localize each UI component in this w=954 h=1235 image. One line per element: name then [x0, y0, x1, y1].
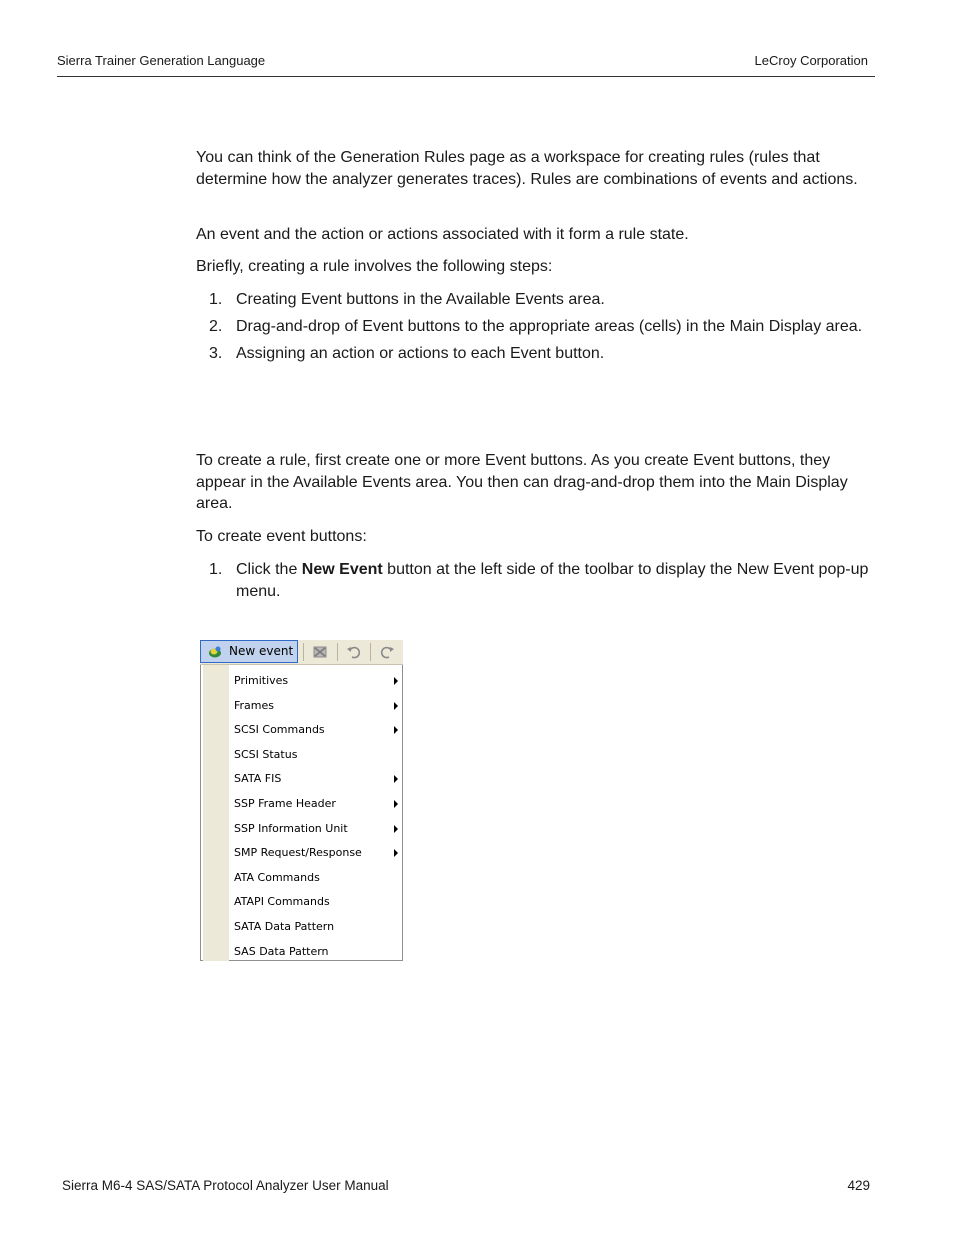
submenu-arrow-icon — [394, 849, 398, 857]
menu-item-label: SSP Frame Header — [234, 796, 336, 810]
step-text: Assigning an action or actions to each Event button. — [236, 345, 605, 362]
menu-item-label: Primitives — [234, 674, 289, 687]
menu-item[interactable] — [201, 669, 402, 694]
new-event-button[interactable] — [200, 640, 298, 663]
menu-item[interactable] — [201, 866, 402, 891]
toolbar-separator — [370, 643, 371, 661]
header-company: LeCroy Corporation — [754, 53, 868, 68]
redo-icon[interactable] — [378, 643, 396, 661]
menu-item-label: SCSI Status — [234, 747, 298, 761]
page-number: 429 — [847, 1178, 870, 1193]
list-item — [196, 559, 876, 602]
menu-item[interactable] — [201, 718, 402, 743]
menu-item[interactable] — [201, 743, 402, 768]
undo-icon[interactable] — [345, 643, 363, 661]
step-number: 3. — [209, 345, 223, 362]
submenu-arrow-icon — [394, 825, 398, 833]
new-event-label: New event — [229, 644, 294, 658]
submenu-arrow-icon — [394, 677, 398, 685]
step-text: Creating Event buttons in the Available Events area. — [236, 291, 605, 308]
header-title: Sierra Trainer Generation Language — [57, 53, 266, 68]
submenu-arrow-icon — [394, 702, 398, 710]
step-number: 1. — [209, 291, 223, 308]
header-divider — [57, 76, 875, 77]
submenu-arrow-icon — [394, 726, 398, 734]
rule-steps-list — [196, 289, 876, 370]
menu-item-label: ATA Commands — [234, 870, 320, 884]
list-item — [196, 316, 876, 338]
paragraph-rule-state: An event and the action or actions associated with it form a rule state. — [196, 226, 689, 243]
toolbar — [200, 640, 403, 665]
menu-item-label: SAS Data Pattern — [234, 944, 329, 958]
menu-item[interactable] — [201, 890, 402, 915]
menu-item-label: SSP Information Unit — [234, 821, 348, 835]
step-number: 1. — [209, 561, 223, 578]
menu-item-label: SCSI Commands — [234, 723, 325, 737]
new-event-menu-screenshot — [200, 640, 403, 961]
paragraph-create-buttons: To create event buttons: — [196, 528, 367, 545]
menu-item[interactable] — [201, 694, 402, 719]
menu-list — [201, 669, 402, 964]
menu-item-label: Frames — [234, 698, 275, 712]
menu-item[interactable] — [201, 940, 402, 965]
step-text-post: button at the left side of the toolbar to display the New Event pop-up menu. — [236, 561, 869, 600]
step-text-pre: Click the — [236, 561, 302, 578]
submenu-arrow-icon — [394, 775, 398, 783]
delete-icon[interactable] — [311, 643, 329, 661]
toolbar-separator — [303, 643, 304, 661]
paragraph-intro: You can think of the Generation Rules page as a workspace for creating rules (rules that determine how the analyzer generates traces). Rules are combinations of events and actions. — [196, 149, 858, 188]
menu-item-label: SATA FIS — [234, 772, 282, 786]
menu-item[interactable] — [201, 841, 402, 866]
footer-manual-title: Sierra M6-4 SAS/SATA Protocol Analyzer User Manual — [62, 1178, 389, 1193]
new-event-popup-menu — [200, 665, 403, 961]
paragraph-steps-intro: Briefly, creating a rule involves the following steps: — [196, 258, 553, 275]
menu-item[interactable] — [201, 767, 402, 792]
new-event-icon — [208, 645, 222, 658]
menu-item-label: ATAPI Commands — [234, 895, 330, 909]
paragraph-create-rule: To create a rule, first create one or more Event buttons. As you create Event buttons, they appear in the Available Events area. You then can drag-and-drop them into the Main Display area. — [196, 452, 848, 512]
toolbar-separator — [337, 643, 338, 661]
menu-item[interactable] — [201, 817, 402, 842]
create-buttons-list — [196, 559, 876, 608]
list-item — [196, 343, 876, 365]
step-number: 2. — [209, 318, 223, 335]
menu-item[interactable] — [201, 915, 402, 940]
step-text-bold: New Event — [301, 561, 383, 578]
menu-item-label: SMP Request/Response — [234, 846, 362, 860]
submenu-arrow-icon — [394, 800, 398, 808]
menu-item-label: SATA Data Pattern — [234, 919, 335, 933]
list-item — [196, 289, 876, 311]
menu-item[interactable] — [201, 792, 402, 817]
step-text: Drag-and-drop of Event buttons to the appropriate areas (cells) in the Main Display area. — [236, 318, 863, 335]
